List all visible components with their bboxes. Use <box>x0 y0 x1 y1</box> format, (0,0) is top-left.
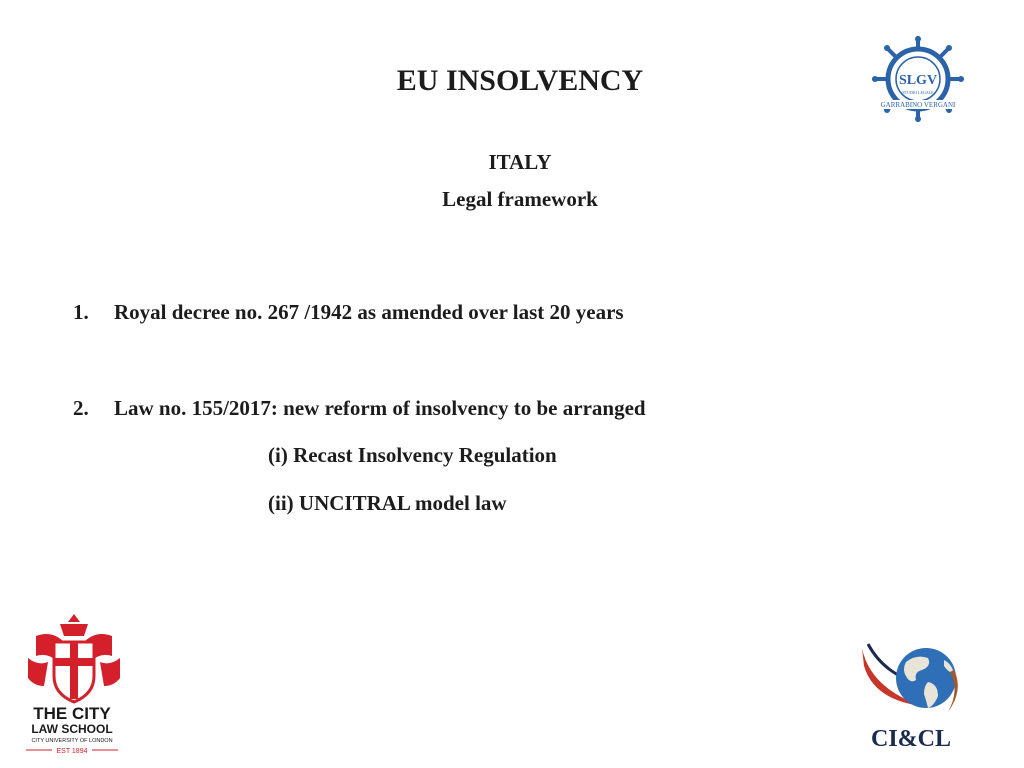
city-line4: EST 1894 <box>56 748 88 755</box>
sub-list-item: (i) Recast Insolvency Regulation <box>268 443 557 467</box>
city-line3: CITY UNIVERSITY OF LONDON <box>31 738 113 744</box>
slide-title: EU INSOLVENCY <box>396 64 644 97</box>
sub-list-item: (ii) UNCITRAL model law <box>268 491 507 515</box>
crest-icon <box>22 612 126 756</box>
slgv-tagline: STUDIO LEGALE <box>902 90 934 95</box>
city-law-school-logo <box>22 612 126 756</box>
cicl-logo <box>858 640 968 752</box>
list-item-text: Royal decree no. 267 /1942 as amended over last 20 years <box>114 300 624 324</box>
list-item-text: Law no. 155/2017: new reform of insolvency to be arranged <box>114 396 646 420</box>
cicl-text: CI&CL <box>870 726 952 752</box>
subtitle-country: ITALY <box>488 150 552 174</box>
subtitle-topic: Legal framework <box>442 187 598 211</box>
list-item-number: 1. <box>73 300 89 324</box>
list-item-number: 2. <box>73 396 89 420</box>
slgv-logo <box>870 36 966 122</box>
city-line2: LAW SCHOOL <box>31 722 113 736</box>
slgv-initials: SLGV <box>898 73 938 88</box>
slgv-name: GARRABINO VERGANI <box>880 101 956 109</box>
globe-icon <box>858 640 968 752</box>
city-line1: THE CITY <box>33 704 111 723</box>
ship-wheel-icon <box>870 36 966 122</box>
